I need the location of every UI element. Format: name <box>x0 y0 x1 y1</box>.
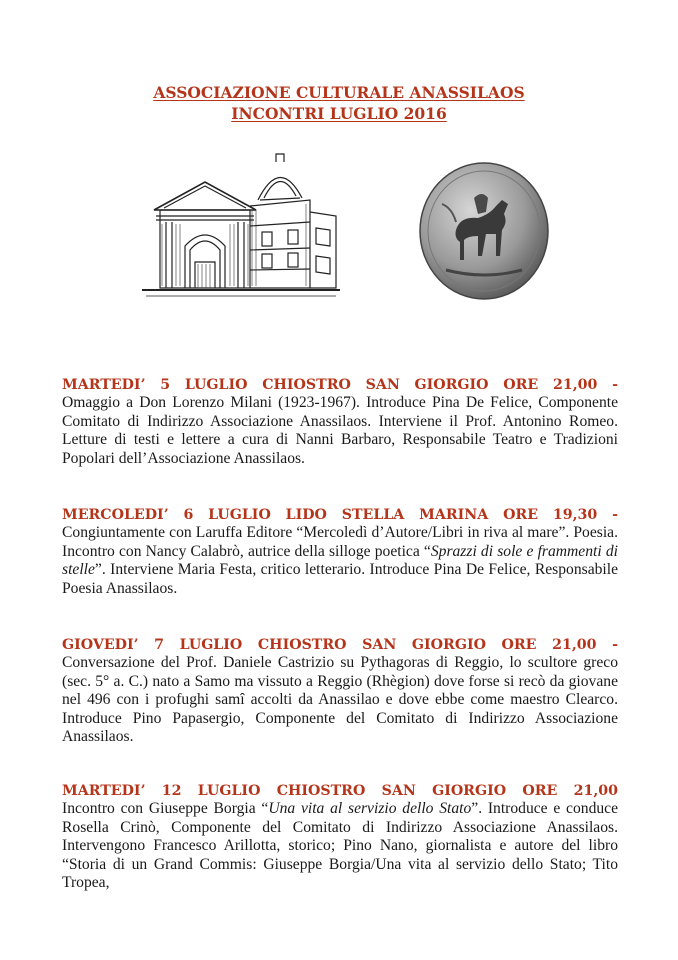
event-item <box>62 376 618 468</box>
event-title: MERCOLEDI’ 6 LUGLIO LIDO STELLA MARINA ORE 19,30 - <box>62 507 618 523</box>
event-text: Incontro con Giuseppe Borgia “ <box>62 800 269 817</box>
event-text: ”. Introduce e conduce Rosella Crinò, Componente del Comitato di Indirizzo Associazione Anassilaos. Intervengono Francesco Arillotta, storico; Pino Nano, giornalista e autore del libro “Storia di un Grand Commis: Giuseppe Borgia/Una vita al servizio dello Stato; Tito Tropea, <box>62 800 618 892</box>
event-description <box>62 524 618 598</box>
event-item <box>62 782 618 893</box>
page-header <box>0 82 678 124</box>
event-text: ”. Interviene Maria Festa, critico letterario. Introduce Pina De Felice, Responsabile Poesia Anassilaos. <box>62 561 618 597</box>
event-description <box>62 800 618 893</box>
book-title: Sprazzi di sole e frammenti di stelle <box>62 542 618 579</box>
event-title: MARTEDI’ 12 LUGLIO CHIOSTRO SAN GIORGIO ORE 21,00 <box>62 783 618 799</box>
event-text: Conversazione del Prof. Daniele Castrizio su Pythagoras di Reggio, lo scultore greco (sec. 5° a. C.) nato a Samo ma vissuto a Reggio (Rhègion) dove forse si recò da giovane nel 496 con i profughi samî accolti da Anassilao e dove ebbe come maestro Clearco. Introduce Pino Papasergio, Componente del Comitato di Indirizzo Associazione Anassilaos. <box>62 654 618 746</box>
event-title: MARTEDI’ 5 LUGLIO CHIOSTRO SAN GIORGIO ORE 21,00 - <box>62 377 618 393</box>
ancient-coin-horse-image <box>416 160 552 302</box>
event-text: Congiuntamente con Laruffa Editore “Mercoledì d’Autore/Libri in riva al mare”. Poesia. Incontro con Nancy Calabrò, autrice della silloge poetica “ <box>62 524 618 560</box>
building-engraving-image <box>140 150 342 298</box>
event-item <box>62 636 618 747</box>
event-description <box>62 654 618 747</box>
event-description <box>62 394 618 468</box>
event-text: Omaggio a Don Lorenzo Milani (1923-1967). Introduce Pina De Felice, Componente Comitato di Indirizzo Associazione Anassilaos. Interviene il Prof. Antonino Romeo. Letture di testi e lettere a cura di Nanni Barbaro, Responsabile Teatro e Tradizioni Popolari dell’Associazione Anassilaos. <box>62 394 618 467</box>
book-title: Una vita al servizio dello Stato <box>268 800 472 817</box>
event-item <box>62 506 618 598</box>
events-month-title: INCONTRI LUGLIO 2016 <box>231 104 447 123</box>
event-title: GIOVEDI’ 7 LUGLIO CHIOSTRO SAN GIORGIO ORE 21,00 - <box>62 637 618 653</box>
association-title: ASSOCIAZIONE CULTURALE ANASSILAOS <box>153 83 525 102</box>
